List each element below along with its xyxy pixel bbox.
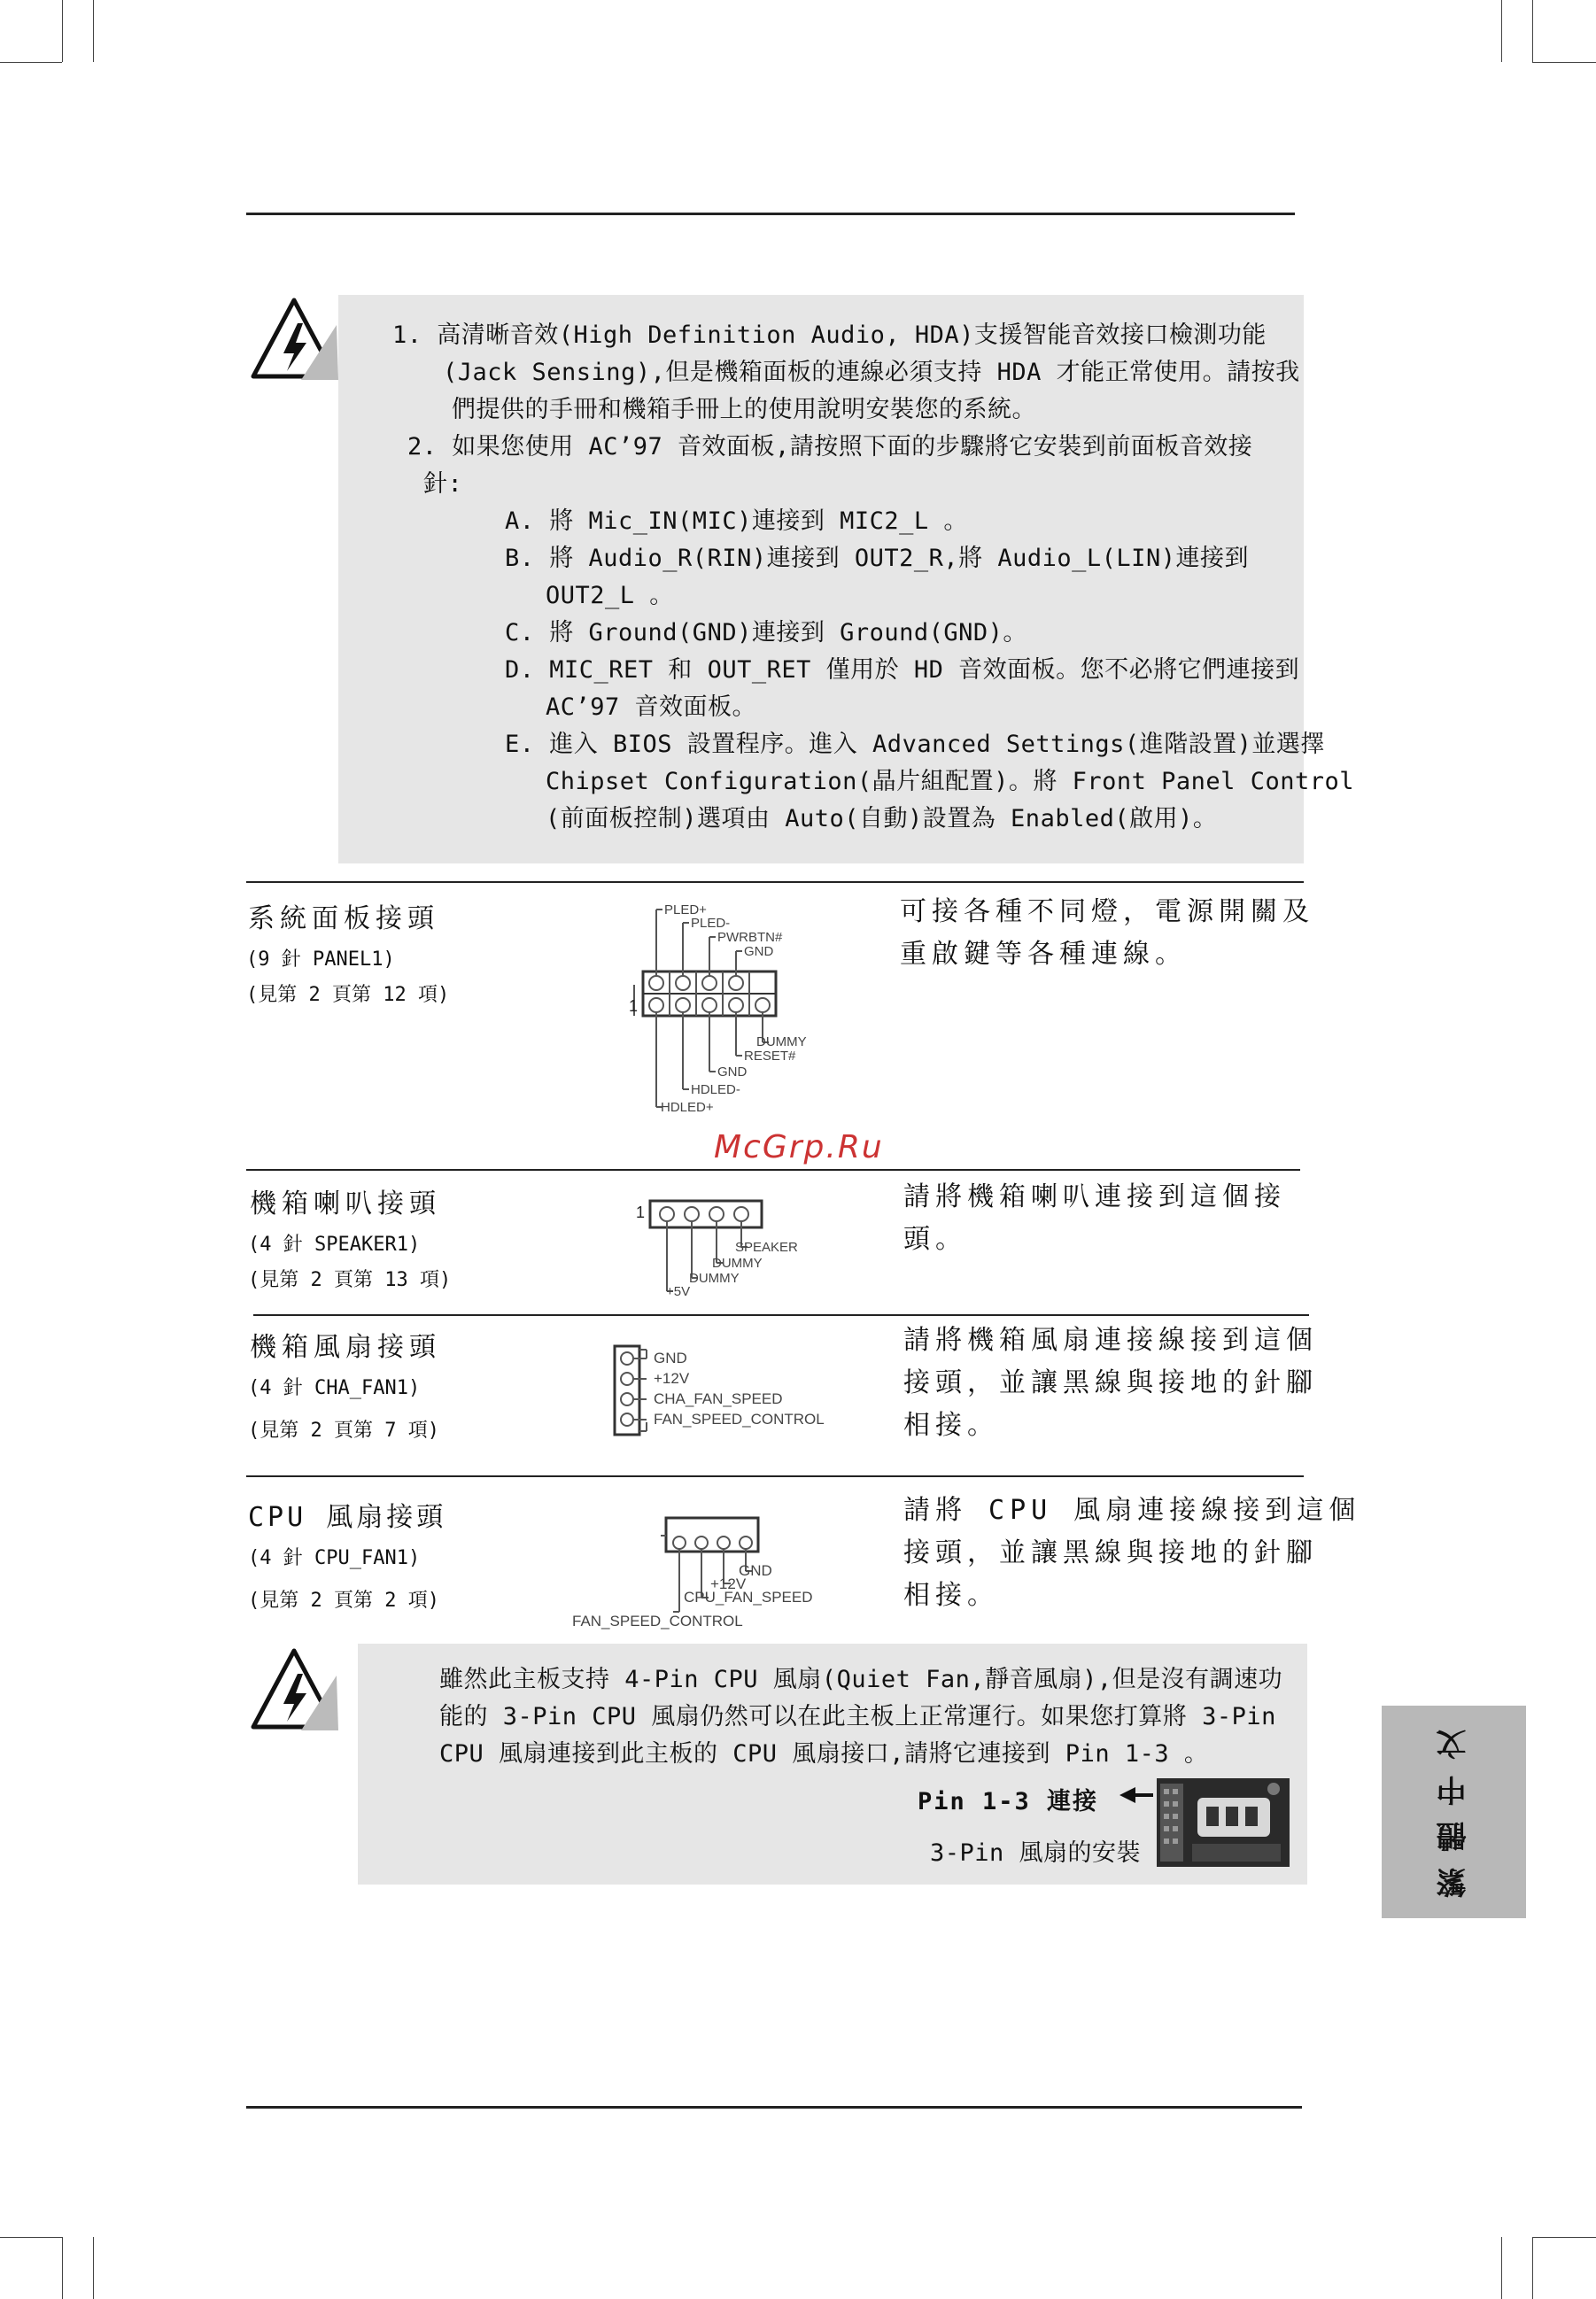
section-desc: [900, 891, 1314, 976]
footer-rule: [246, 2106, 1302, 2109]
section-desc: [903, 1176, 1286, 1261]
note1-line: B. 將 Audio_R(RIN)連接到 OUT2_R,將 Audio_L(LIN)連接到: [505, 545, 1249, 572]
crop-mark: [93, 2237, 94, 2299]
language-tab-text: 繁體中文: [1437, 1714, 1472, 1898]
header-rule: [246, 213, 1295, 215]
section-page-ref: (見第 2 頁第 2 項): [248, 1590, 439, 1612]
pin-label: +12V: [654, 1370, 690, 1387]
section-desc-line: 請將 CPU 風扇連接線接到這個: [903, 1495, 1361, 1526]
pin-label: GND: [744, 944, 774, 959]
pin-label: GND: [654, 1350, 687, 1366]
section-desc-line: 接頭，並讓黑線與接地的針腳: [903, 1537, 1318, 1568]
section-title: 機箱風扇接頭: [250, 1332, 441, 1363]
crop-mark: [1532, 2237, 1533, 2299]
pin-label: +5V: [666, 1284, 691, 1299]
note1-line: OUT2_L 。: [546, 582, 674, 609]
section-pin-count: (4 針 SPEAKER1): [248, 1234, 421, 1256]
pin-label: GND: [739, 1562, 772, 1579]
note1-line: Chipset Configuration(晶片組配置)。將 Front Panel Control: [546, 768, 1354, 795]
section-rule: [246, 881, 1304, 883]
crop-mark: [1532, 62, 1596, 63]
crop-mark: [1532, 0, 1533, 62]
note2-line: 能的 3-Pin CPU 風扇仍然可以在此主板上正常運行。如果您打算將 3-Pin: [439, 1703, 1276, 1730]
cpu-fan-diagram: [567, 1513, 833, 1633]
section-rule: [246, 1169, 1300, 1171]
pin-label: PLED+: [664, 902, 707, 917]
section-desc-line: 請將機箱喇叭連接到這個接: [903, 1181, 1286, 1212]
pin-label: SPEAKER: [735, 1240, 798, 1255]
section-desc-line: 頭。: [903, 1224, 967, 1255]
note1-line: A. 將 Mic_IN(MIC)連接到 MIC2_L 。: [505, 507, 968, 535]
speaker-header-diagram: [636, 1194, 831, 1300]
note2-line: 雖然此主板支持 4-Pin CPU 風扇(Quiet Fan,靜音風扇),但是沒有調速功: [439, 1666, 1283, 1693]
note1-line: AC’97 音效面板。: [546, 693, 757, 721]
warning-icon: [248, 295, 340, 385]
note1-line: 針:: [423, 470, 463, 498]
pin-label: FAN_SPEED_CONTROL: [572, 1613, 743, 1629]
section-pin-count: (9 針 PANEL1): [246, 948, 395, 971]
section-title: CPU 風扇接頭: [248, 1502, 447, 1533]
language-tab-label: [1430, 1714, 1475, 1898]
pin1-marker: 1: [636, 1204, 646, 1221]
pin-label: CHA_FAN_SPEED: [654, 1390, 783, 1407]
pin-label: PWRBTN#: [717, 930, 783, 945]
crop-mark: [1501, 0, 1502, 62]
crop-mark: [93, 0, 94, 62]
section-desc-line: 請將機箱風扇連接線接到這個: [903, 1325, 1318, 1356]
fan-install-photo: [1157, 1778, 1290, 1867]
fan-install-caption: 3-Pin 風扇的安裝: [930, 1839, 1142, 1867]
section-page-ref: (見第 2 頁第 13 項): [248, 1269, 452, 1291]
note1-line: E. 進入 BIOS 設置程序。進入 Advanced Settings(進階設置)並選擇: [505, 731, 1325, 758]
section-pin-count: (4 針 CPU_FAN1): [248, 1547, 421, 1569]
pin-label: DUMMY: [712, 1256, 763, 1271]
note1-line: (Jack Sensing),但是機箱面板的連線必須支持 HDA 才能正常使用。請按我: [443, 359, 1300, 386]
crop-mark: [62, 2237, 63, 2299]
pin-label: PLED-: [691, 916, 731, 931]
section-pin-count: (4 針 CHA_FAN1): [248, 1377, 421, 1399]
note2-line: CPU 風扇連接到此主板的 CPU 風扇接口,請將它連接到 Pin 1-3 。: [439, 1740, 1209, 1768]
note1-line: 們提供的手冊和機箱手冊上的使用說明安裝您的系統。: [452, 396, 1036, 423]
section-desc: [903, 1490, 1360, 1617]
section-title: 系統面板接頭: [248, 903, 439, 934]
warning-icon: [248, 1645, 340, 1736]
crop-mark: [0, 2237, 62, 2238]
cha-fan-diagram: [611, 1343, 868, 1440]
section-desc-line: 可接各種不同燈，電源開關及: [900, 896, 1314, 927]
note1-line: D. MIC_RET 和 OUT_RET 僅用於 HD 音效面板。您不必將它們連接到: [505, 656, 1300, 684]
note1-line: (前面板控制)選項由 Auto(自動)設置為 Enabled(啟用)。: [546, 805, 1218, 832]
section-desc-line: 重啟鍵等各種連線。: [900, 939, 1187, 970]
pin-label: DUMMY: [689, 1271, 740, 1286]
crop-mark: [0, 62, 62, 63]
note1-line: 1. 高清晰音效(High Definition Audio, HDA)支援智能音效接口檢測功能: [392, 321, 1267, 349]
crop-mark: [1532, 2237, 1596, 2238]
pin-label: HDLED-: [691, 1082, 740, 1097]
section-desc-line: 相接。: [903, 1580, 999, 1611]
watermark: McGrp.Ru: [714, 1129, 884, 1165]
section-desc: [903, 1320, 1318, 1447]
section-page-ref: (見第 2 頁第 12 項): [246, 984, 450, 1006]
pin-label: DUMMY: [756, 1034, 807, 1049]
pin1-marker: 1: [629, 997, 639, 1015]
pin-label: FAN_SPEED_CONTROL: [654, 1411, 825, 1428]
section-rule: [246, 1475, 1304, 1477]
section-desc-line: 相接。: [903, 1410, 999, 1441]
pin-connect-label: Pin 1-3 連接: [918, 1788, 1099, 1815]
pin-label: RESET#: [744, 1049, 796, 1064]
pin-label: GND: [717, 1064, 748, 1080]
note1-line: 2. 如果您使用 AC’97 音效面板,請按照下面的步驟將它安裝到前面板音效接: [407, 433, 1253, 461]
section-desc-line: 接頭，並讓黑線與接地的針腳: [903, 1367, 1318, 1398]
note1-line: C. 將 Ground(GND)連接到 Ground(GND)。: [505, 619, 1027, 646]
panel-header-diagram: [629, 896, 824, 1135]
section-page-ref: (見第 2 頁第 7 項): [248, 1420, 439, 1442]
pin-label: CPU_FAN_SPEED: [684, 1589, 813, 1606]
arrow-left-icon: [1118, 1785, 1155, 1805]
section-title: 機箱喇叭接頭: [250, 1188, 441, 1219]
section-rule: [253, 1314, 1309, 1316]
crop-mark: [1501, 2237, 1502, 2299]
pin-label: HDLED+: [661, 1100, 714, 1115]
crop-mark: [62, 0, 63, 62]
pin-label: +12V: [710, 1575, 747, 1592]
